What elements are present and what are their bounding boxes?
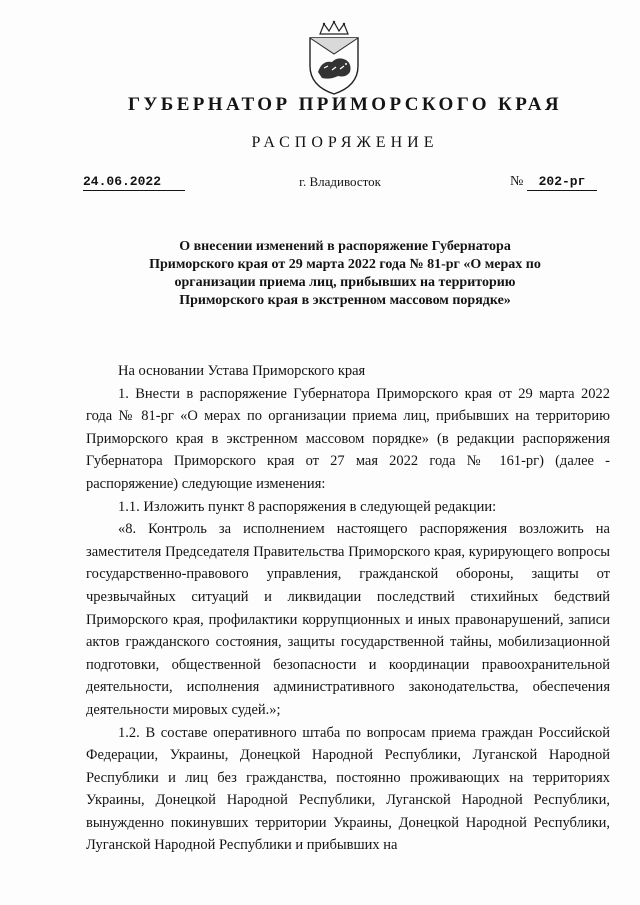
body-paragraph: На основании Устава Приморского края bbox=[118, 363, 366, 379]
document-number: 202-рг bbox=[527, 174, 597, 191]
body-paragraph: «8. Контроль за исполнением настоящего распоряжения возложить на заместителя Председателя Правительства Приморского края, курирующего вопросы государственно-правового управления, гражданской обороны, защиты от чрезвычайных ситуаций и ликвидации последствий стихийных бедствий Приморского края, профилактики коррупционных и иных правонарушений, записи актов гражданского состояния, защиты государственной тайны, мобилизационной подготовки, общественной безопасности и координации правоохранительной деятельности, исполнения административного законодательства, обеспечения деятельности мировых судей.»; bbox=[86, 521, 610, 718]
coat-of-arms-icon bbox=[304, 20, 364, 96]
body-paragraph: 1.2. В составе оперативного штаба по вопросам приема граждан Российской Федерации, Украины, Донецкой Народной Республики, Луганской Народной Республики и лиц без гражданства, постоянно проживающих на территориях Украины, Донецкой Народной Республики, Луганской Народной Республики, вынужденно покинувших территории Украины, Донецкой Народной Республики, Луганской Народной Республики и прибывших на bbox=[86, 724, 610, 854]
body-paragraph: 1. Внести в распоряжение Губернатора Приморского края от 29 марта 2022 года № 81-рг «О мерах по организации приема лиц, прибывших на территорию Приморского края в экстренном массовом порядке» (в редакции распоряжения Губернатора Приморского края от 27 мая 2022 года № 161-рг) (далее - распоряжение) следующие изменения: bbox=[86, 385, 610, 492]
document-date: 24.06.2022 bbox=[83, 174, 185, 191]
body-paragraph: 1.1. Изложить пункт 8 распоряжения в следующей редакции: bbox=[118, 498, 497, 515]
document-type: РАСПОРЯЖЕНИЕ bbox=[251, 134, 439, 151]
document-body bbox=[86, 360, 610, 857]
number-sign: № bbox=[510, 174, 524, 189]
authority-title: ГУБЕРНАТОР ПРИМОРСКОГО КРАЯ bbox=[127, 94, 563, 115]
document-subject: О внесении изменений в распоряжение Губернатора Приморского края от 29 марта 2022 года № 81-рг «О мерах по организации приема лиц, прибывших на территорию Приморского края в экстренном массовом порядке» bbox=[149, 239, 541, 308]
document-city: г. Владивосток bbox=[299, 174, 381, 189]
